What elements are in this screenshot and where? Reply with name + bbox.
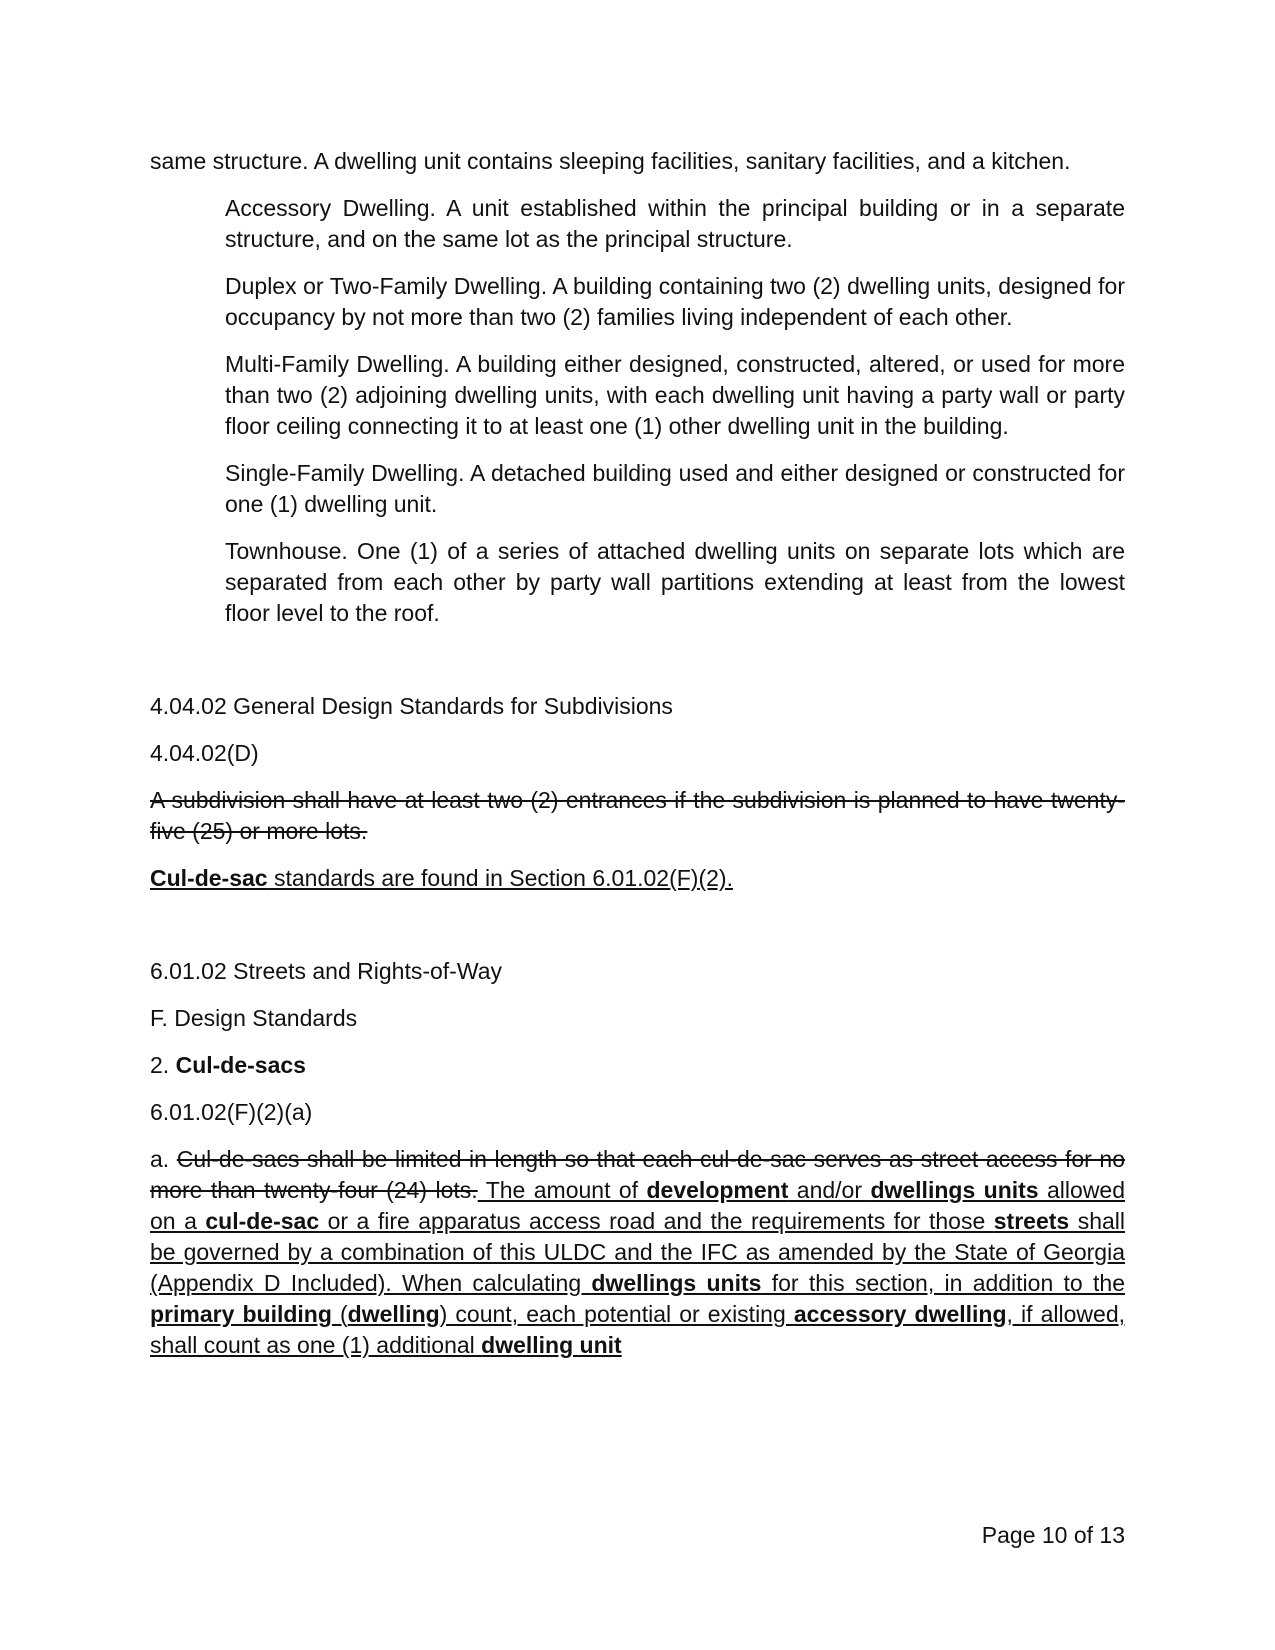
definition-accessory-dwelling: Accessory Dwelling. A unit established within the principal building or in a separate structure, and on the same lot as the principal structure. (225, 195, 1125, 252)
definition-single-family-dwelling: Single-Family Dwelling. A detached building used and either designed or constructed for one (1) dwelling unit. (225, 460, 1125, 517)
page-number: Page 10 of 13 (981, 1522, 1125, 1548)
inserted-cul-de-sac-text: The amount of development and/or dwellings units allowed on a cul-de-sac or a fire apparatus access road and the requirements for those streets shall be governed by a combination of this ULDC and the IFC as amended by the State of Georgia (Appendix D Included). When calculating dwellings units for this section, in addition to the primary building (dwelling) count, each potential or existing accessory dwelling, if allowed, shall count as one (1) additional dwelling unit (150, 1177, 1126, 1358)
subsection-heading-f: F. Design Standards (150, 1005, 358, 1031)
subsection-heading-4-04-02-d: 4.04.02(D) (150, 740, 259, 766)
deleted-cul-de-sac-limit: Cul-de-sacs shall be limited in length so that each cul-de-sac serves as street access for no more than twenty-four (24) lots. (150, 1146, 1125, 1203)
cul-de-sacs-heading-term: Cul-de-sacs (175, 1052, 306, 1078)
cul-de-sac-reference-text: standards are found in Section 6.01.02(F)(2). (267, 865, 733, 891)
section-spacer (150, 910, 1125, 956)
deleted-entrance-requirement: A subdivision shall have at least two (2) entrances if the subdivision is planned to have twenty-five (25) or more lots. (150, 787, 1125, 844)
page-content (150, 146, 1125, 1361)
subsection-heading-2: 2. Cul-de-sacs (150, 1052, 306, 1078)
cul-de-sac-paragraph: a. Cul-de-sacs shall be limited in length so that each cul-de-sac serves as street access for no more than twenty-four (24) lots. The amount of development and/or dwellings units allowed on a cul-de-sac or a fire apparatus access road and the requirements for those streets shall be governed by a combination of this ULDC and the IFC as amended by the State of Georgia (Appendix D Included). When calculating dwellings units for this section, in addition to the primary building (dwelling) count, each potential or existing accessory dwelling, if allowed, shall count as one (1) additional dwelling unit (150, 1146, 1126, 1358)
inserted-cul-de-sac-reference (150, 863, 1125, 894)
section-heading-6-01-02: 6.01.02 Streets and Rights-of-Way (150, 958, 502, 984)
cul-de-sac-term: Cul-de-sac (150, 865, 268, 891)
section-heading-4-04-02: 4.04.02 General Design Standards for Subdivisions (150, 693, 673, 719)
intro-paragraph: same structure. A dwelling unit contains sleeping facilities, sanitary facilities, and a kitchen. (150, 148, 1071, 174)
definition-townhouse: Townhouse. One (1) of a series of attached dwelling units on separate lots which are separated from each other by party wall partitions extending at least from the lowest floor level to the roof. (225, 538, 1125, 626)
section-spacer (150, 645, 1125, 691)
definition-multi-family-dwelling: Multi-Family Dwelling. A building either designed, constructed, altered, or used for more than two (2) adjoining dwelling units, with each dwelling unit having a party wall or party floor ceiling connecting it to at least one (1) other dwelling unit in the building. (225, 351, 1125, 439)
definition-duplex-dwelling: Duplex or Two-Family Dwelling. A building containing two (2) dwelling units, designed for occupancy by not more than two (2) families living independent of each other. (225, 273, 1125, 330)
subsection-heading-a: 6.01.02(F)(2)(a) (150, 1099, 313, 1125)
